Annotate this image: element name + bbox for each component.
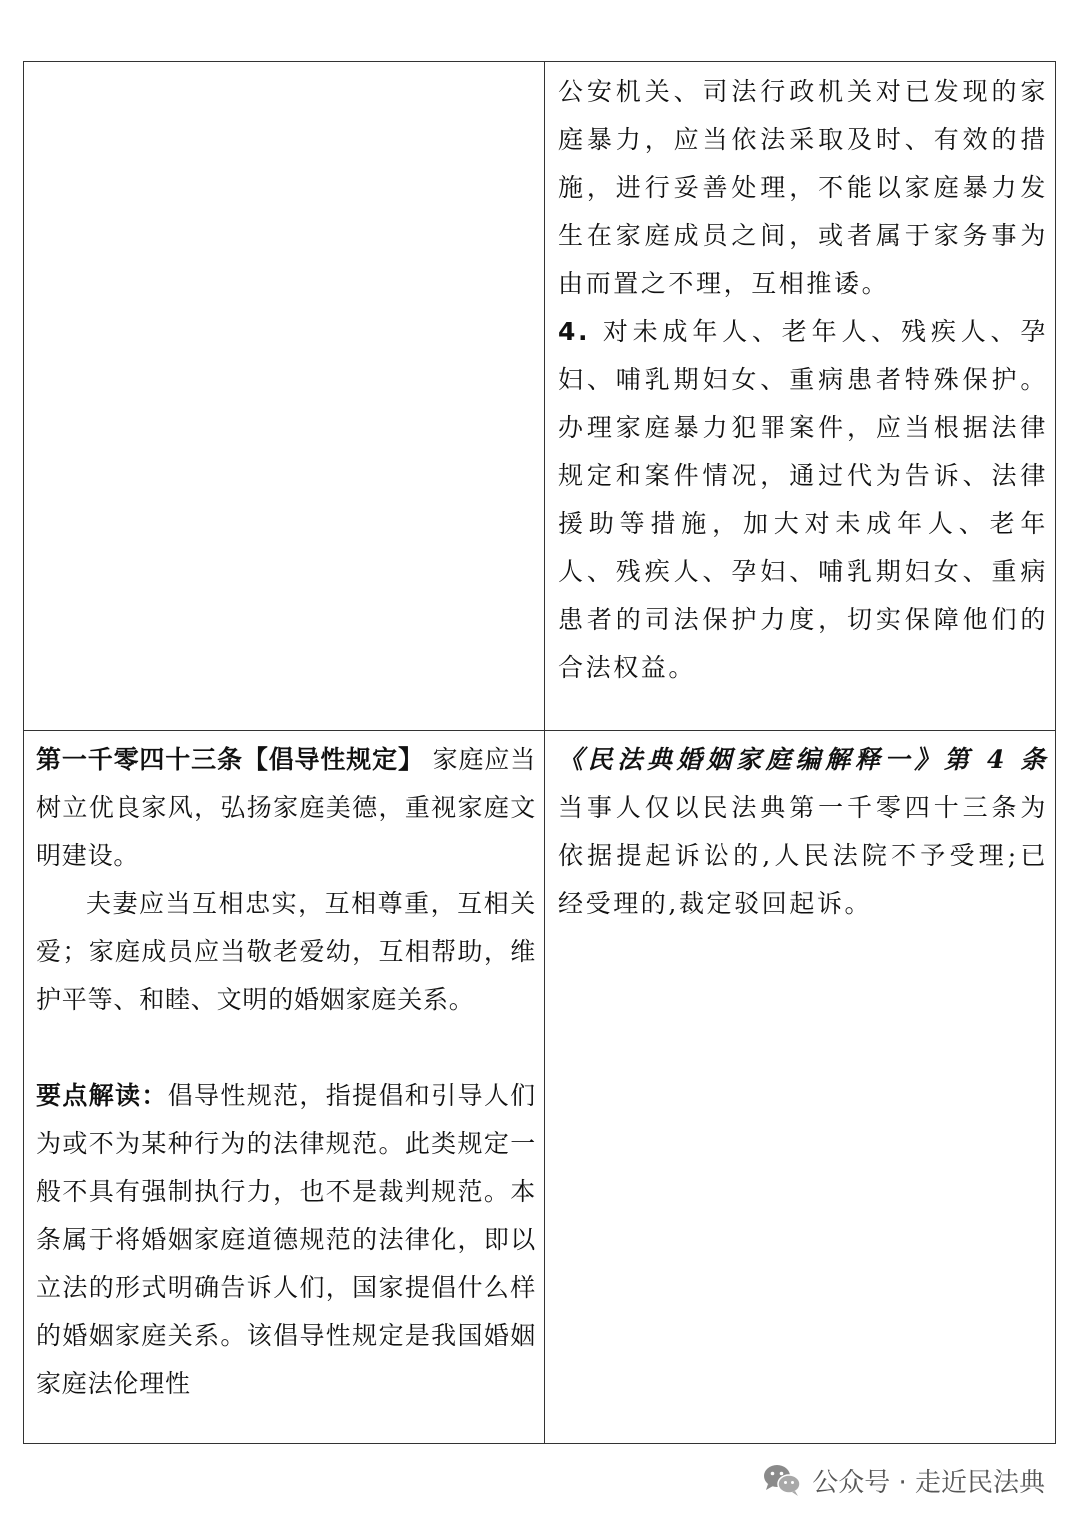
cell-bottom-left	[36, 736, 536, 1408]
cell-top-right	[558, 68, 1048, 692]
domestic-violence-paragraph: 公安机关、司法行政机关对已发现的家庭暴力，应当依法采取及时、有效的措施，进行妥善处理，不能以家庭暴力发生在家庭成员之间，或者属于家务事为由而置之不理，互相推诿。	[558, 77, 1048, 298]
item-4-number: 4.	[558, 317, 591, 346]
cell-bottom-right	[558, 736, 1048, 928]
keypoint-label: 要点解读：	[36, 1081, 168, 1110]
article-text: 家庭应当树立优良家风，弘扬家庭美德，重视家庭文明建设。	[36, 745, 536, 870]
row-divider	[24, 730, 1055, 731]
spacer	[36, 1024, 536, 1072]
article-title: 第一千零四十三条【倡导性规定】	[36, 745, 424, 774]
item-4-text: 对未成年人、老年人、残疾人、孕妇、哺乳期妇女、重病患者特殊保护。办理家庭暴力犯罪案件，应当根据法律规定和案件情况，通过代为告诉、法律援助等措施，加大对未成年人、老年人、残疾人、孕妇、哺乳期妇女、重病患者的司法保护力度，切实保障他们的合法权益。	[558, 317, 1048, 682]
column-divider	[544, 62, 545, 1443]
footer-label: 公众号 · 走近民法典	[812, 1467, 1045, 1498]
article-1043-paragraph	[36, 736, 536, 880]
wechat-icon	[762, 1462, 802, 1498]
watermark-footer	[762, 1458, 1045, 1502]
article-second-paragraph: 夫妻应当互相忠实，互相尊重，互相关爱；家庭成员应当敬老爱幼，互相帮助，维护平等、和睦、文明的婚姻家庭关系。	[36, 889, 536, 1014]
citation-text: 当事人仅以民法典第一千零四十三条为依据提起诉讼的,人民法院不予受理;已经受理的,裁定驳回起诉。	[558, 793, 1048, 918]
keypoint-text: 倡导性规范，指提倡和引导人们为或不为某种行为的法律规范。此类规定一般不具有强制执行力，也不是裁判规范。本条属于将婚姻家庭道德规范的法律化，即以立法的形式明确告诉人们，国家提倡什么样的婚姻家庭关系。该倡导性规定是我国婚姻家庭法伦理性	[36, 1081, 536, 1398]
document-table	[23, 61, 1056, 1444]
citation-title: 《民法典婚姻家庭编解释一》第 4 条	[558, 745, 1048, 774]
item-4-paragraph	[558, 308, 1048, 692]
keypoint-paragraph	[36, 1072, 536, 1408]
citation-paragraph	[558, 736, 1048, 928]
